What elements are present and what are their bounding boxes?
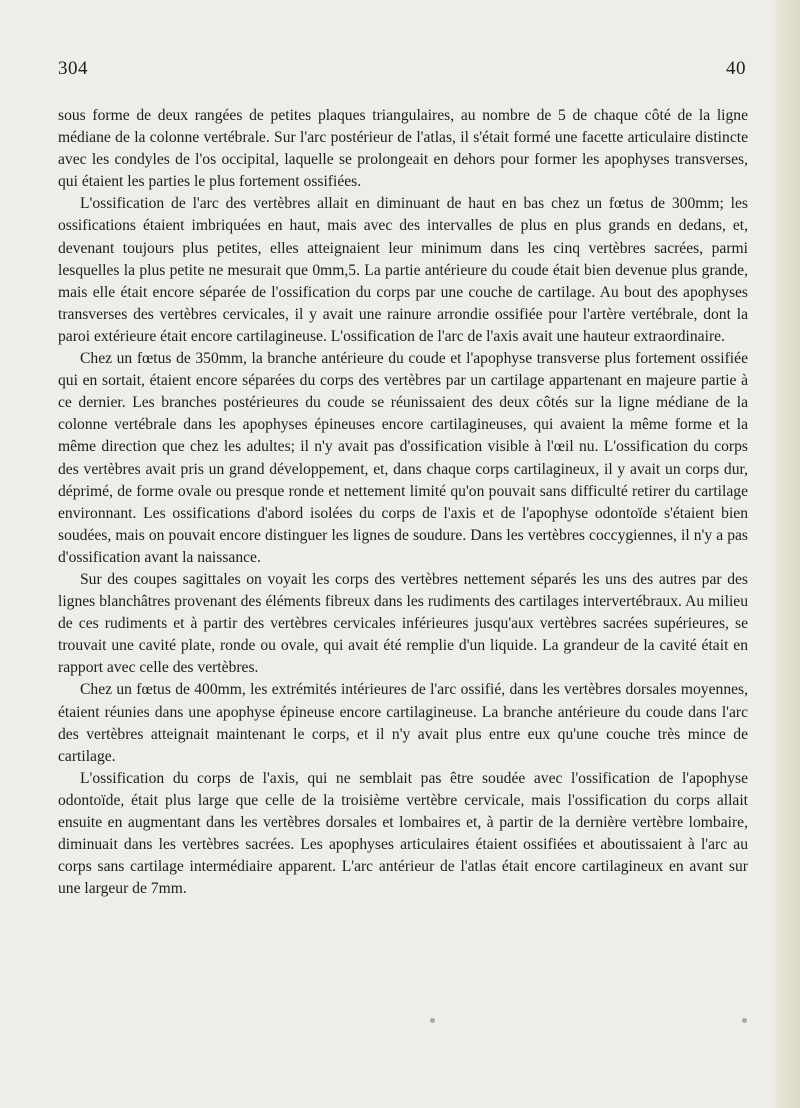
page-edge-shadow xyxy=(770,0,800,1108)
page-number-left: 304 xyxy=(58,58,88,79)
paragraph: L'ossification de l'arc des vertèbres allait en diminuant de haut en bas chez un fœtus de 300mm; les ossifications étaient imbriquées en haut, mais avec des intervalles de plus en plus grands en dedans, et, devenant toujours plus petites, elles atteignaient leur minimum dans les cinq vertèbres sacrées, parmi lesquelles la plus petite ne mesurait que 0mm,5. La partie antérieure du coude était bien devenue plus grande, mais elle était encore séparée de l'ossification du corps par une couche de cartilage. Au bout des apophyses transverses des vertèbres cervicales, il y avait une rainure arrondie ossifiée pour l'artère vertébrale, dont la paroi extérieure était encore cartilagineuse. L'ossification de l'arc de l'axis avait une hauteur extraordinaire. xyxy=(58,195,748,345)
paragraph: Chez un fœtus de 350mm, la branche antérieure du coude et l'apophyse transverse plus fortement ossifiée qui en sortait, étaient encore séparées du corps des vertèbres par un cartilage appartenant en majeure partie à ce dernier. Les branches postérieures du coude se réunissaient des deux côtés sur la ligne médiane de la colonne vertébrale dans les apophyses épineuses encore cartilagineuses, qui avaient la même forme et la même direction que chez les adultes; il n'y avait pas d'ossification visible à l'œil nu. L'ossification du corps des vertèbres avait pris un grand développement, et, dans chaque corps cartilagineux, il y avait un corps dur, déprimé, de forme ovale ou presque ronde et nettement limité qu'on pouvait sans difficulté retirer du cartilage environnant. Les ossifications d'abord isolées du corps de l'axis et de l'apophyse odontoïde s'étaient bien soudées, mais on pouvait encore distinguer les lignes de soudure. Dans les vertèbres coccygiennes, il n'y a pas d'ossification avant la naissance. xyxy=(58,350,748,566)
page-number-right: 40 xyxy=(726,58,746,79)
print-speck xyxy=(742,1018,747,1023)
paragraph: Chez un fœtus de 400mm, les extrémités intérieures de l'arc ossifié, dans les vertèbres dorsales moyennes, étaient réunies dans une apophyse épineuse encore cartilagineuse. La branche antérieure du coude dans l'arc des vertèbres atteignait maintenant le corps, et il n'y avait plus entre eux qu'une couche très mince de cartilage. xyxy=(58,681,748,765)
paragraph: L'ossification du corps de l'axis, qui ne semblait pas être soudée avec l'ossification de l'apophyse odontoïde, était plus large que celle de la troisième vertèbre cervicale, mais l'ossification du corps allait ensuite en augmentant dans les vertèbres dorsales et lombaires et, à partir de la dernière vertèbre lombaire, diminuait dans les vertèbres sacrées. Les apophyses articulaires étaient ossifiées et aboutissaient à l'arc au corps sans cartilage intermédiaire apparent. L'arc antérieur de l'atlas était encore cartilagineux en avant sur une largeur de 7mm. xyxy=(58,769,748,898)
paragraph: sous forme de deux rangées de petites plaques triangulaires, au nombre de 5 de chaque côté de la ligne médiane de la colonne vertébrale. Sur l'arc postérieur de l'atlas, il s'était formé une facette articulaire distincte avec les condyles de l'os occipital, laquelle se prolongeait en dehors pour former les apophyses transverses, qui étaient les parties le plus fortement ossifiées. xyxy=(58,107,748,191)
print-speck xyxy=(430,1018,435,1023)
paragraph: Sur des coupes sagittales on voyait les corps des vertèbres nettement séparés les uns des autres par des lignes blanchâtres provenant des éléments fibreux dans les rudiments des cartilages intervertébraux. Au milieu de ces rudiments et à partir des vertèbres cervicales inférieures jusqu'aux vertèbres sacrées supérieures, se trouvait une cavité plate, ronde ou ovale, qui avait été remplie d'un liquide. La grandeur de la cavité était en rapport avec celle des vertèbres. xyxy=(58,570,748,677)
text-body xyxy=(58,105,748,900)
page-header xyxy=(58,58,746,80)
